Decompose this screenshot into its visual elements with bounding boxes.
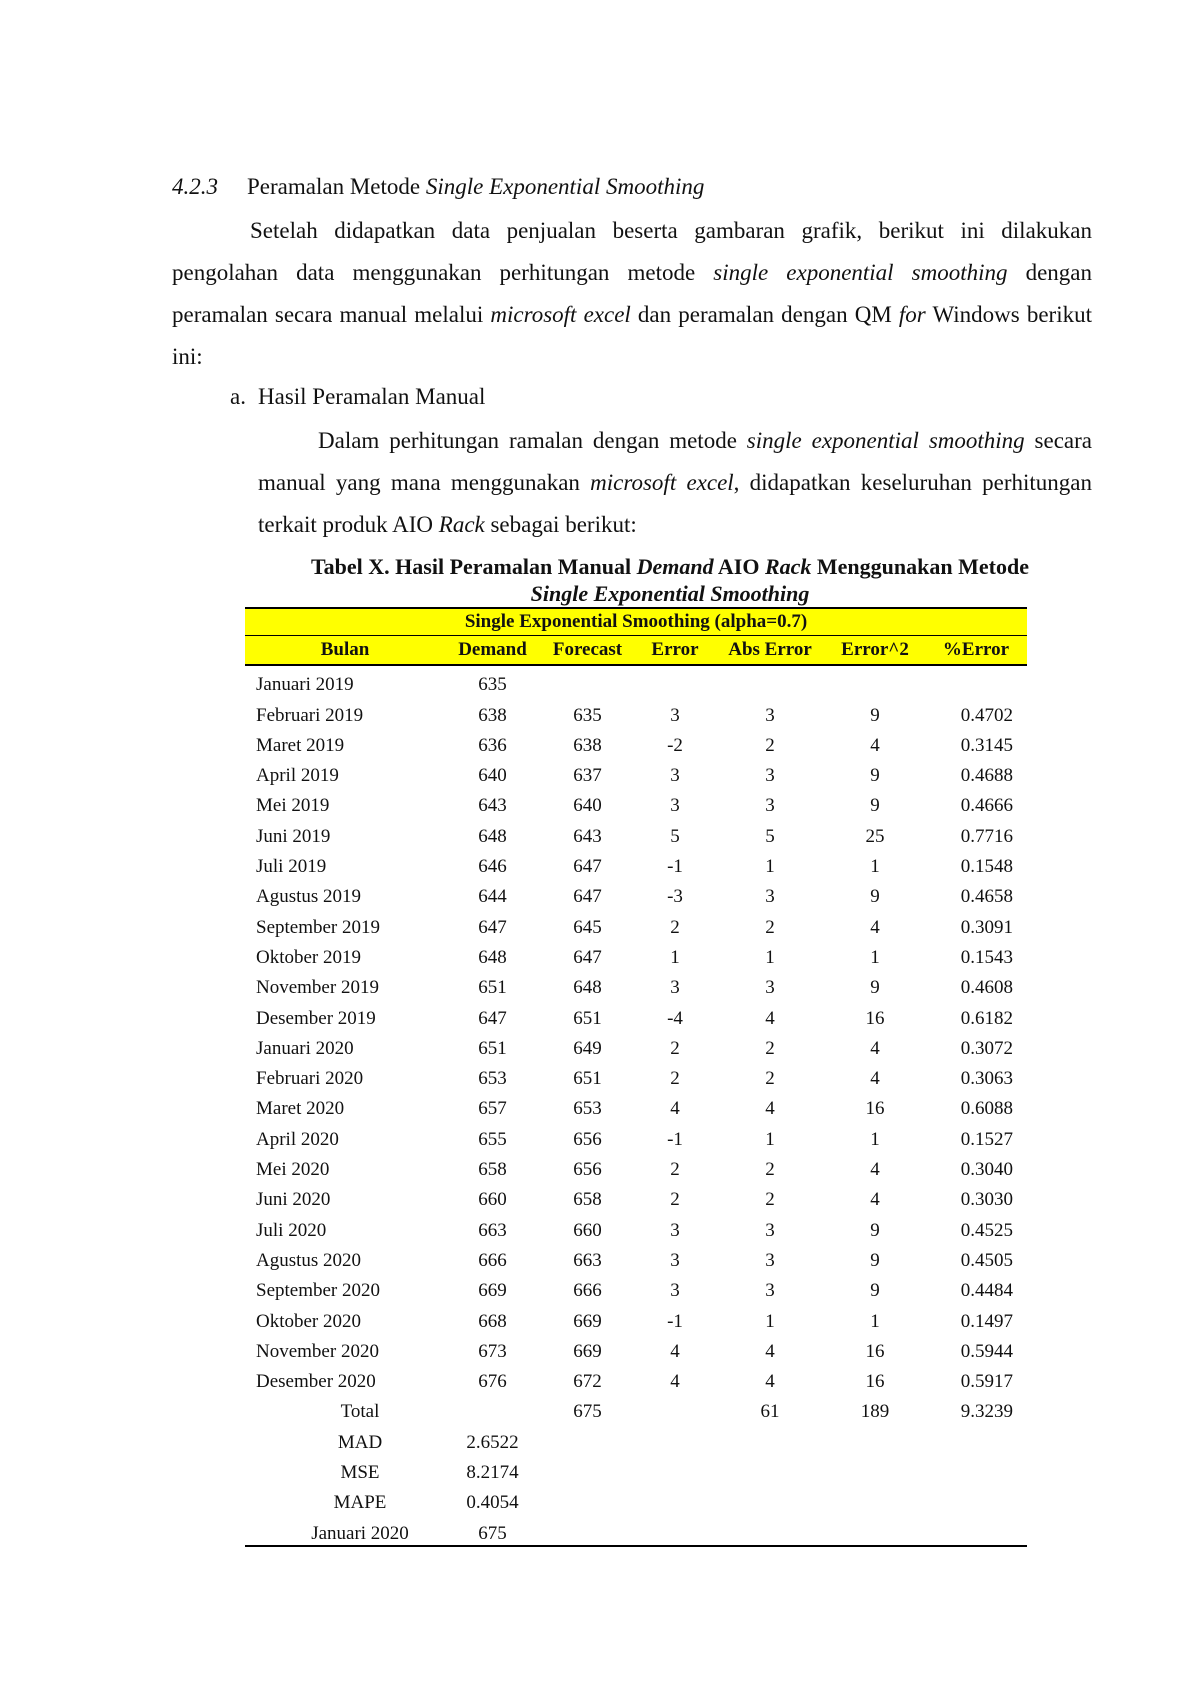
header-demand: Demand bbox=[445, 636, 540, 666]
abs-error-cell: 4 bbox=[765, 1340, 775, 1362]
forecast-cell: 647 bbox=[573, 856, 602, 878]
abs-error-cell: 1 bbox=[765, 856, 775, 878]
subsection-title: Hasil Peramalan Manual bbox=[258, 384, 486, 409]
empty-cell bbox=[825, 1423, 925, 1453]
demand-cell: 655 bbox=[478, 1128, 507, 1150]
empty-cell bbox=[635, 1484, 715, 1514]
table-row bbox=[245, 757, 1027, 787]
abs-error-cell: 4 bbox=[765, 1371, 775, 1393]
empty-cell bbox=[715, 1423, 825, 1453]
month-cell: Januari 2020 bbox=[256, 1037, 354, 1059]
error-squared-cell: 16 bbox=[865, 1007, 885, 1029]
section-number: 4.2.3 bbox=[172, 174, 218, 199]
abs-error-cell: 3 bbox=[765, 1219, 775, 1241]
forecast-cell: 637 bbox=[573, 765, 602, 787]
header-percent-error: %Error bbox=[925, 636, 1027, 666]
percent-error-cell: 0.4505 bbox=[960, 1249, 1013, 1271]
error-squared-cell: 9 bbox=[870, 886, 880, 908]
error-cell: -4 bbox=[667, 1007, 683, 1029]
demand-cell: 653 bbox=[478, 1068, 507, 1090]
percent-error-cell: 0.1543 bbox=[960, 946, 1013, 968]
summary-label: MAD bbox=[337, 1431, 383, 1453]
forecast-table bbox=[245, 607, 1027, 1547]
demand-cell: 647 bbox=[478, 916, 507, 938]
error-squared-cell: 4 bbox=[870, 1068, 880, 1090]
demand-cell: 648 bbox=[478, 946, 507, 968]
forecast-cell: 658 bbox=[573, 1189, 602, 1211]
error-cell: -2 bbox=[667, 734, 683, 756]
abs-error-cell: 1 bbox=[765, 1310, 775, 1332]
demand-cell: 636 bbox=[478, 734, 507, 756]
error-cell: 3 bbox=[670, 765, 680, 787]
demand-cell: 663 bbox=[478, 1219, 507, 1241]
abs-error-cell: 3 bbox=[765, 1249, 775, 1271]
table-row bbox=[245, 1242, 1027, 1272]
percent-error-cell: 0.6088 bbox=[960, 1098, 1013, 1120]
empty-cell bbox=[540, 1423, 635, 1453]
error-cell: 3 bbox=[670, 1249, 680, 1271]
abs-error-cell: 3 bbox=[765, 704, 775, 726]
error-cell: 3 bbox=[670, 704, 680, 726]
total-error bbox=[635, 1393, 715, 1423]
error-cell: 3 bbox=[670, 1219, 680, 1241]
month-cell: November 2020 bbox=[256, 1340, 379, 1362]
forecast-cell: 651 bbox=[573, 1068, 602, 1090]
total-label: Total bbox=[340, 1401, 380, 1423]
table-body bbox=[245, 665, 1027, 1546]
percent-error-cell: 0.4658 bbox=[960, 886, 1013, 908]
forecast-cell: 638 bbox=[573, 734, 602, 756]
table-row bbox=[245, 1181, 1027, 1211]
percent-error-cell: 0.4484 bbox=[960, 1280, 1013, 1302]
error-squared-cell: 9 bbox=[870, 977, 880, 999]
percent-error-cell: 0.4608 bbox=[960, 977, 1013, 999]
demand-cell: 657 bbox=[478, 1098, 507, 1120]
forecast-cell: 635 bbox=[573, 704, 602, 726]
error-squared-cell: 4 bbox=[870, 734, 880, 756]
percent-error-cell: 0.7716 bbox=[960, 825, 1013, 847]
percent-error-cell: 0.4702 bbox=[960, 704, 1013, 726]
empty-cell bbox=[825, 1484, 925, 1514]
total-error-squared: 189 bbox=[860, 1401, 890, 1423]
demand-cell: 676 bbox=[478, 1371, 507, 1393]
demand-cell: 651 bbox=[478, 977, 507, 999]
error-cell: 3 bbox=[670, 795, 680, 817]
table-row bbox=[245, 1272, 1027, 1302]
demand-cell: 658 bbox=[478, 1159, 507, 1181]
total-abs-error: 61 bbox=[760, 1401, 780, 1423]
error-squared-cell: 1 bbox=[870, 1310, 880, 1332]
error-squared-cell: 9 bbox=[870, 1219, 880, 1241]
summary-value: 675 bbox=[445, 1514, 540, 1545]
month-cell: Juli 2019 bbox=[256, 856, 327, 878]
error-squared-cell: 16 bbox=[865, 1098, 885, 1120]
empty-cell bbox=[715, 1454, 825, 1484]
empty-cell bbox=[540, 1454, 635, 1484]
empty-cell bbox=[925, 1454, 1027, 1484]
forecast-cell: 660 bbox=[573, 1219, 602, 1241]
error-cell: -1 bbox=[667, 1310, 683, 1332]
empty-cell bbox=[635, 1454, 715, 1484]
error-squared-cell: 9 bbox=[870, 1249, 880, 1271]
forecast-cell: 666 bbox=[573, 1280, 602, 1302]
section-heading bbox=[172, 172, 704, 202]
error-cell: 2 bbox=[670, 1037, 680, 1059]
month-cell: Maret 2019 bbox=[256, 734, 345, 756]
error-cell: 4 bbox=[670, 1098, 680, 1120]
total-forecast: 675 bbox=[573, 1401, 602, 1423]
error-cell: 2 bbox=[670, 1159, 680, 1181]
empty-cell bbox=[635, 1514, 715, 1545]
empty-cell bbox=[635, 1423, 715, 1453]
abs-error-cell: 2 bbox=[765, 1159, 775, 1181]
error-squared-cell: 9 bbox=[870, 704, 880, 726]
abs-error-cell: 2 bbox=[765, 1068, 775, 1090]
abs-error-cell: 5 bbox=[765, 825, 775, 847]
table-row bbox=[245, 908, 1027, 938]
table-row bbox=[245, 727, 1027, 757]
table-row bbox=[245, 1090, 1027, 1120]
percent-error-cell: 0.3145 bbox=[960, 734, 1013, 756]
forecast-cell: 656 bbox=[573, 1159, 602, 1181]
error-squared-cell: 9 bbox=[870, 1280, 880, 1302]
error-cell: 2 bbox=[670, 1068, 680, 1090]
month-cell: Agustus 2020 bbox=[256, 1249, 362, 1271]
forecast-cell: 643 bbox=[573, 825, 602, 847]
total-percent-error: 9.3239 bbox=[960, 1401, 1013, 1423]
abs-error-cell: 2 bbox=[765, 916, 775, 938]
demand-cell: 669 bbox=[478, 1280, 507, 1302]
month-cell: Januari 2019 bbox=[256, 674, 354, 696]
summary-value: 8.2174 bbox=[466, 1462, 519, 1484]
percent-error-cell: 0.4525 bbox=[960, 1219, 1013, 1241]
table-row bbox=[245, 1302, 1027, 1332]
summary-label: MAPE bbox=[333, 1492, 387, 1514]
forecast-cell: 669 bbox=[573, 1340, 602, 1362]
percent-error-cell: 0.1527 bbox=[960, 1128, 1013, 1150]
demand-cell: 647 bbox=[478, 1007, 507, 1029]
demand-cell: 668 bbox=[478, 1310, 507, 1332]
abs-error-cell: 1 bbox=[765, 946, 775, 968]
error-cell: 3 bbox=[670, 977, 680, 999]
table-row bbox=[245, 696, 1027, 726]
month-cell: Desember 2019 bbox=[256, 1007, 376, 1029]
demand-cell: 646 bbox=[478, 856, 507, 878]
forecast-cell: 672 bbox=[573, 1371, 602, 1393]
table-row bbox=[245, 787, 1027, 817]
percent-error-cell: 0.1497 bbox=[960, 1310, 1013, 1332]
demand-cell: 640 bbox=[478, 765, 507, 787]
month-cell: September 2019 bbox=[256, 916, 381, 938]
empty-cell bbox=[540, 1514, 635, 1545]
percent-error-cell: 0.1548 bbox=[960, 856, 1013, 878]
abs-error-cell: 3 bbox=[765, 1280, 775, 1302]
subsection-heading bbox=[230, 382, 485, 412]
summary-row bbox=[245, 1514, 1027, 1545]
percent-error-cell: 0.5917 bbox=[960, 1371, 1013, 1393]
forecast-cell bbox=[540, 665, 635, 696]
month-cell: Juli 2020 bbox=[256, 1219, 327, 1241]
empty-cell bbox=[540, 1484, 635, 1514]
error-cell: 2 bbox=[670, 916, 680, 938]
month-cell: Maret 2020 bbox=[256, 1098, 345, 1120]
percent-error-cell: 0.3040 bbox=[960, 1159, 1013, 1181]
table-row bbox=[245, 848, 1027, 878]
demand-cell: 660 bbox=[478, 1189, 507, 1211]
header-error: Error bbox=[635, 636, 715, 666]
forecast-cell: 649 bbox=[573, 1037, 602, 1059]
forecast-cell: 647 bbox=[573, 946, 602, 968]
table-row bbox=[245, 1120, 1027, 1150]
abs-error-cell: 2 bbox=[765, 734, 775, 756]
error-squared-cell: 25 bbox=[865, 825, 885, 847]
summary-value: 0.4054 bbox=[466, 1492, 519, 1514]
error-squared-cell: 1 bbox=[870, 1128, 880, 1150]
empty-cell bbox=[925, 1484, 1027, 1514]
error-cell bbox=[635, 665, 715, 696]
abs-error-cell bbox=[715, 665, 825, 696]
table-row bbox=[245, 939, 1027, 969]
error-squared-cell: 4 bbox=[870, 916, 880, 938]
header-abs-error: Abs Error bbox=[715, 636, 825, 666]
error-cell: -3 bbox=[667, 886, 683, 908]
month-cell: Juni 2020 bbox=[256, 1189, 331, 1211]
forecast-cell: 647 bbox=[573, 886, 602, 908]
abs-error-cell: 3 bbox=[765, 795, 775, 817]
table-band-title: Single Exponential Smoothing (alpha=0.7) bbox=[245, 608, 1027, 636]
month-cell: April 2020 bbox=[256, 1128, 339, 1150]
abs-error-cell: 2 bbox=[765, 1037, 775, 1059]
month-cell: Desember 2020 bbox=[256, 1371, 376, 1393]
error-cell: 4 bbox=[670, 1340, 680, 1362]
empty-cell bbox=[715, 1484, 825, 1514]
forecast-cell: 669 bbox=[573, 1310, 602, 1332]
month-cell: Juni 2019 bbox=[256, 825, 331, 847]
forecast-cell: 645 bbox=[573, 916, 602, 938]
forecast-cell: 656 bbox=[573, 1128, 602, 1150]
percent-error-cell: 0.3072 bbox=[960, 1037, 1013, 1059]
demand-cell: 643 bbox=[478, 795, 507, 817]
demand-cell: 666 bbox=[478, 1249, 507, 1271]
summary-row bbox=[245, 1484, 1027, 1514]
error-squared-cell: 4 bbox=[870, 1189, 880, 1211]
error-squared-cell: 9 bbox=[870, 765, 880, 787]
demand-cell: 648 bbox=[478, 825, 507, 847]
percent-error-cell: 0.4688 bbox=[960, 765, 1013, 787]
abs-error-cell: 3 bbox=[765, 977, 775, 999]
percent-error-cell: 0.3063 bbox=[960, 1068, 1013, 1090]
month-cell: Oktober 2019 bbox=[256, 946, 362, 968]
empty-cell bbox=[925, 1514, 1027, 1545]
intro-paragraph: Setelah didapatkan data penjualan beserta gambaran grafik, berikut ini dilakukan pengolahan data menggunakan perhitungan metode single exponential smoothing dengan peramalan secara manual melalui microsoft excel dan peramalan dengan QM for Windows berikut ini: bbox=[172, 218, 1092, 369]
demand-cell: 673 bbox=[478, 1340, 507, 1362]
table-row bbox=[245, 1333, 1027, 1363]
error-squared-cell: 16 bbox=[865, 1340, 885, 1362]
header-error-squared: Error^2 bbox=[825, 636, 925, 666]
total-demand bbox=[445, 1393, 540, 1423]
percent-error-cell: 0.3091 bbox=[960, 916, 1013, 938]
empty-cell bbox=[715, 1514, 825, 1545]
month-cell: Agustus 2019 bbox=[256, 886, 362, 908]
error-cell: -1 bbox=[667, 856, 683, 878]
empty-cell bbox=[825, 1514, 925, 1545]
error-cell: 4 bbox=[670, 1371, 680, 1393]
error-cell: 3 bbox=[670, 1280, 680, 1302]
error-squared-cell: 16 bbox=[865, 1371, 885, 1393]
abs-error-cell: 1 bbox=[765, 1128, 775, 1150]
error-squared-cell: 1 bbox=[870, 946, 880, 968]
error-squared-cell bbox=[825, 665, 925, 696]
error-squared-cell: 4 bbox=[870, 1159, 880, 1181]
month-cell: Oktober 2020 bbox=[256, 1310, 362, 1332]
forecast-cell: 648 bbox=[573, 977, 602, 999]
forecast-cell: 653 bbox=[573, 1098, 602, 1120]
summary-label: Januari 2020 bbox=[245, 1514, 445, 1545]
error-cell: 1 bbox=[670, 946, 680, 968]
table-caption: Tabel X. Hasil Peramalan Manual Demand AIO Rack Menggunakan Metode Single Exponential Smoothing bbox=[311, 554, 1029, 606]
summary-row bbox=[245, 1454, 1027, 1484]
demand-cell: 651 bbox=[478, 1037, 507, 1059]
table-row bbox=[245, 878, 1027, 908]
summary-label: MSE bbox=[340, 1462, 380, 1484]
demand-cell: 644 bbox=[478, 886, 507, 908]
section-title: Peramalan Metode Single Exponential Smoothing bbox=[247, 174, 705, 199]
month-cell: April 2019 bbox=[256, 765, 339, 787]
month-cell: Februari 2019 bbox=[256, 704, 364, 726]
table-row bbox=[245, 1060, 1027, 1090]
error-cell: -1 bbox=[667, 1128, 683, 1150]
table-row bbox=[245, 999, 1027, 1029]
error-squared-cell: 4 bbox=[870, 1037, 880, 1059]
error-cell: 2 bbox=[670, 1189, 680, 1211]
table-row bbox=[245, 1030, 1027, 1060]
percent-error-cell: 0.6182 bbox=[960, 1007, 1013, 1029]
abs-error-cell: 3 bbox=[765, 886, 775, 908]
percent-error-cell: 0.4666 bbox=[960, 795, 1013, 817]
manual-paragraph: Dalam perhitungan ramalan dengan metode single exponential smoothing secara manual yang mana menggunakan microsoft excel, didapatkan keseluruhan perhitungan terkait produk AIO Rack sebagai berikut: bbox=[258, 428, 1093, 537]
demand-cell: 638 bbox=[478, 704, 507, 726]
abs-error-cell: 4 bbox=[765, 1098, 775, 1120]
forecast-table-wrapper bbox=[245, 607, 1027, 1547]
error-squared-cell: 1 bbox=[870, 856, 880, 878]
month-cell: Februari 2020 bbox=[256, 1068, 364, 1090]
forecast-cell: 663 bbox=[573, 1249, 602, 1271]
percent-error-cell: 0.3030 bbox=[960, 1189, 1013, 1211]
table-row bbox=[245, 817, 1027, 847]
abs-error-cell: 3 bbox=[765, 765, 775, 787]
month-cell: November 2019 bbox=[256, 977, 379, 999]
error-squared-cell: 9 bbox=[870, 795, 880, 817]
table-row bbox=[245, 1211, 1027, 1241]
percent-error-cell bbox=[925, 665, 1027, 696]
header-bulan: Bulan bbox=[245, 636, 445, 666]
percent-error-cell: 0.5944 bbox=[960, 1340, 1013, 1362]
table-header-row bbox=[245, 636, 1027, 666]
summary-row bbox=[245, 1423, 1027, 1453]
forecast-cell: 640 bbox=[573, 795, 602, 817]
empty-cell bbox=[825, 1454, 925, 1484]
summary-value: 2.6522 bbox=[466, 1431, 519, 1453]
subsection-letter: a. bbox=[230, 384, 246, 409]
table-row bbox=[245, 665, 1027, 696]
abs-error-cell: 4 bbox=[765, 1007, 775, 1029]
abs-error-cell: 2 bbox=[765, 1189, 775, 1211]
table-title-band bbox=[245, 608, 1027, 636]
empty-cell bbox=[925, 1423, 1027, 1453]
month-cell: Mei 2019 bbox=[256, 795, 330, 817]
month-cell: September 2020 bbox=[256, 1280, 381, 1302]
forecast-cell: 651 bbox=[573, 1007, 602, 1029]
table-row bbox=[245, 1363, 1027, 1393]
header-forecast: Forecast bbox=[540, 636, 635, 666]
total-row bbox=[245, 1393, 1027, 1423]
table-row bbox=[245, 1151, 1027, 1181]
error-cell: 5 bbox=[670, 825, 680, 847]
month-cell: Mei 2020 bbox=[256, 1159, 330, 1181]
table-row bbox=[245, 969, 1027, 999]
demand-cell: 635 bbox=[478, 674, 507, 696]
